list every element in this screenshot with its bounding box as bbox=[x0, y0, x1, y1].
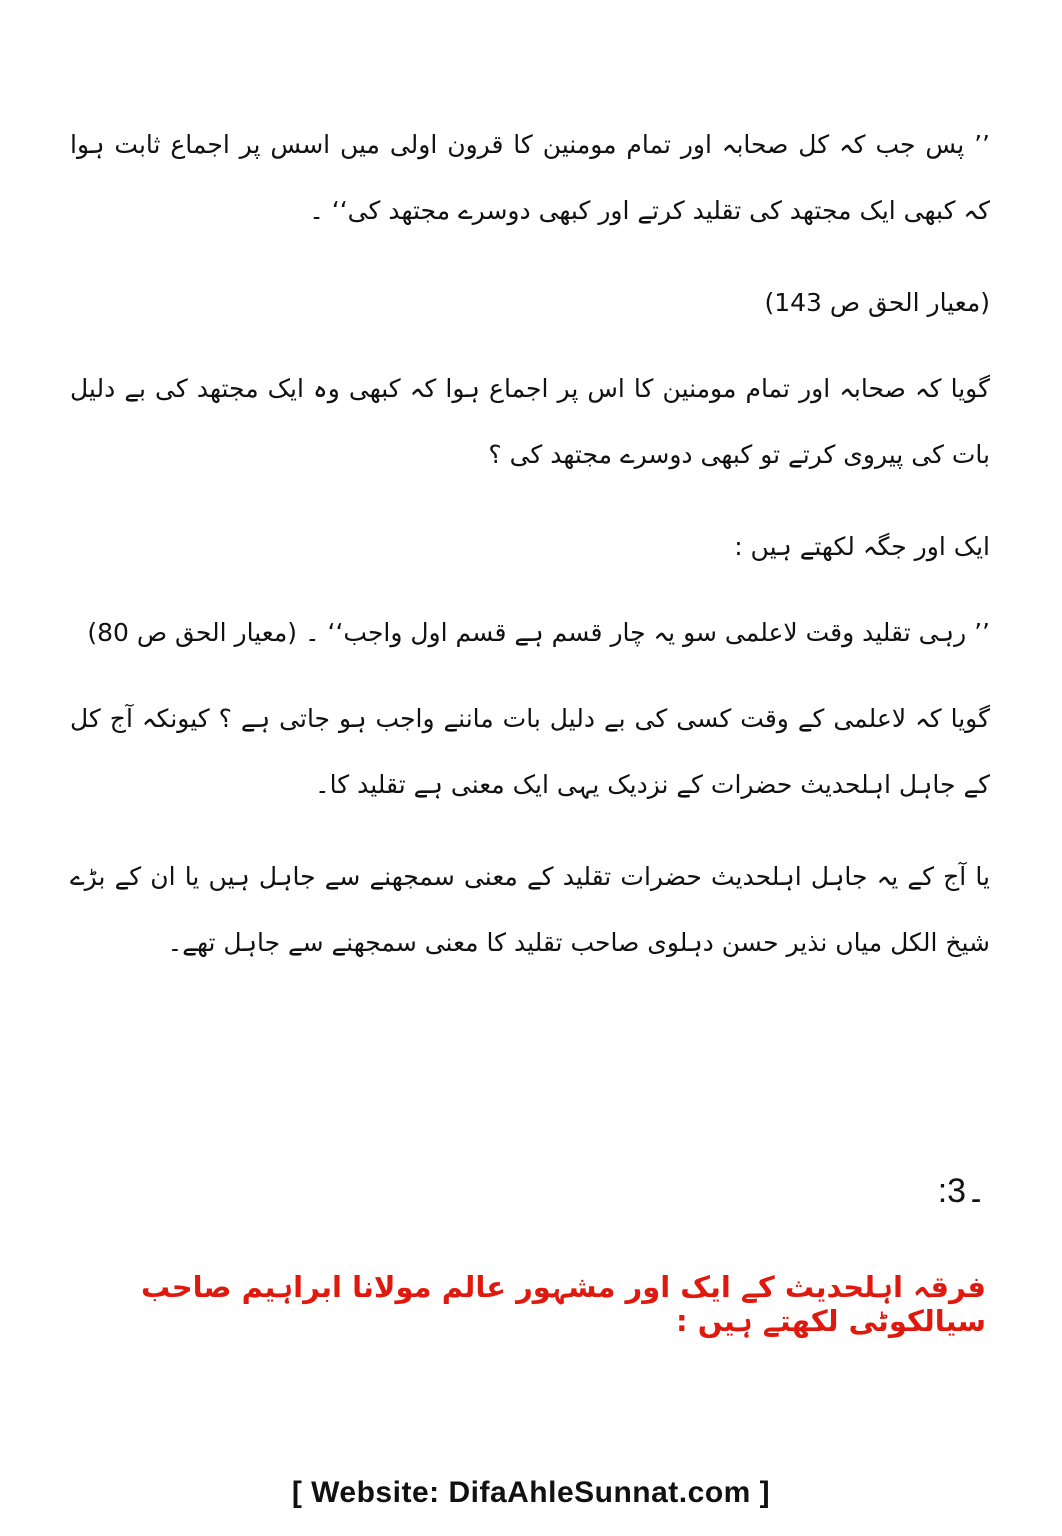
commentary-paragraph-3: یا آج کے یہ جاہل اہلحدیث حضرات تقلید کے معنی سمجھنے سے جاہل ہیں یا ان کے بڑے شیخ الکل میاں نذیر حسن دہلوی صاحب تقلید کا معنی سمجھنے سے جاہل تھے۔ bbox=[70, 862, 990, 957]
quote-paragraph-taqleed-wajib: ’’ رہی تقلید وقت لاعلمی سو یہ چار قسم ہے قسم اول واجب‘‘ ۔ (معیار الحق ص 80) bbox=[87, 618, 990, 647]
commentary-paragraph-1: گویا کہ صحابہ اور تمام مومنین کا اس پر اجماع ہوا کہ کبھی وہ ایک مجتھد کی بے دلیل بات کی پیروی کرتے تو کبھی دوسرے مجتھد کی ؟ bbox=[70, 374, 990, 469]
section-number: :3۔ bbox=[937, 1172, 986, 1210]
document-body bbox=[70, 112, 990, 1002]
quote-paragraph-ijma: ’’ پس جب کہ کل صحابہ اور تمام مومنین کا قرون اولی میں اسس پر اجماع ثابت ہوا کہ کبھی ایک مجتھد کی تقلید کرتے اور کبھی دوسرے مجتھد کی‘‘ ۔ bbox=[70, 130, 990, 225]
another-place-intro: ایک اور جگہ لکھتے ہیں : bbox=[734, 532, 990, 561]
commentary-paragraph-2: گویا کہ لاعلمی کے وقت کسی کی بے دلیل بات ماننے واجب ہو جاتی ہے ؟ کیونکہ آج کل کے جاہل اہلحدیث حضرات کے نزدیک یہی ایک معنی ہے تقلید کا۔ bbox=[70, 704, 990, 799]
citation-meyar-ul-haq-143: (معیار الحق ص 143) bbox=[764, 288, 990, 317]
red-section-heading: فرقہ اہلحدیث کے ایک اور مشہور عالم مولانا ابراہیم صاحب سیالکوٹی لکھتے ہیں : bbox=[141, 1270, 986, 1338]
website-footer: [ Website: DifaAhleSunnat.com ] bbox=[291, 1476, 771, 1509]
